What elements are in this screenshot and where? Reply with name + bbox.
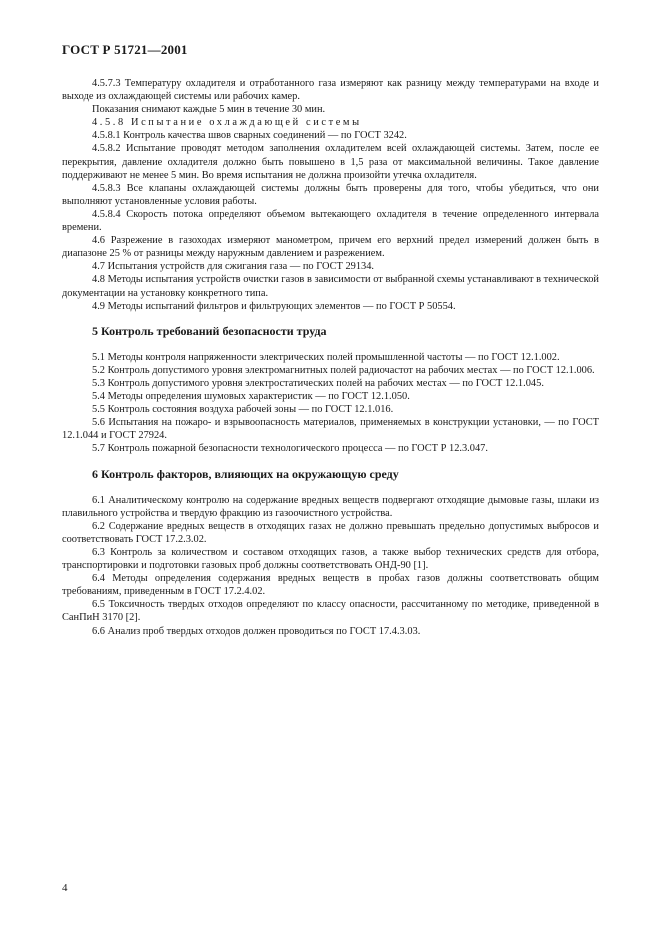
paragraph-4-7: 4.7 Испытания устройств для сжигания газа — по ГОСТ 29134. [92,261,375,273]
paragraph-4-5-8-2: 4.5.8.2 Испытание проводят методом заполнения охладителем всей охлаждающей системы. Затем, после ее перекрытия, давление охладителя должно быть повышено в 1,5 раза от максимальной величины. Такое давление поддерживают не менее 5 мин. Во время испытания не должна произойти утечка охладителя. [62,143,599,181]
paragraph-4-6: 4.6 Разрежение в газоходах измеряют манометром, причем его верхний предел измерений должен быть в диапазоне 25 % от разницы между наружным давлением и разрежением. [62,235,599,260]
paragraph-4-9: 4.9 Методы испытаний фильтров и фильтрующих элементов — по ГОСТ Р 50554. [92,300,456,312]
paragraph-5-5: 5.5 Контроль состояния воздуха рабочей зоны — по ГОСТ 12.1.016. [92,404,394,416]
paragraph-5-4: 5.4 Методы определения шумовых характеристик — по ГОСТ 12.1.050. [92,391,410,403]
paragraph-6-5: 6.5 Токсичность твердых отходов определяют по классу опасности, рассчитанному по методике, приведенной в СанПиН 3170 [2]. [62,599,599,624]
section-6-heading: 6 Контроль факторов, влияющих на окружающую среду [92,466,399,481]
paragraph-5-3: 5.3 Контроль допустимого уровня электростатических полей на рабочих местах — по ГОСТ 12.1.045. [92,377,544,389]
paragraph-6-6: 6.6 Анализ проб твердых отходов должен проводиться по ГОСТ 17.4.3.03. [92,625,421,637]
document-header: ГОСТ Р 51721—2001 [62,42,188,57]
paragraph-4-5-8-1: 4.5.8.1 Контроль качества швов сварных соединений — по ГОСТ 3242. [92,130,407,142]
paragraph-4-5-8-3: 4.5.8.3 Все клапаны охлаждающей системы должны быть проверены для того, чтобы убедиться, что они выполняют установленные условия работы. [62,182,599,207]
paragraph-6-4: 6.4 Методы определения содержания вредных веществ в пробах газов должны соответствовать общим требованиям, приведенным в ГОСТ 17.2.4.02. [62,573,599,598]
page-content [62,77,599,638]
subheading-4-5-8: 4.5.8 Испытание охлаждающей системы [92,117,362,129]
paragraph-5-1: 5.1 Методы контроля напряженности электрических полей промышленной частоты — по ГОСТ 12.1.002. [92,351,560,363]
paragraph-4-5-8-4: 4.5.8.4 Скорость потока определяют объемом вытекающего охладителя в течение определенного интервала времени. [62,208,599,234]
paragraph-5-7: 5.7 Контроль пожарной безопасности технологического процесса — по ГОСТ Р 12.3.047. [92,443,488,455]
section-5-heading: 5 Контроль требований безопасности труда [92,323,327,338]
paragraph-4-5-7-3: 4.5.7.3 Температуру охладителя и отработанного газа измеряют как разницу между температурами на входе и выходе из охлаждающей системы или рабочих камер. [62,78,599,103]
page-number: 4 [62,882,68,894]
paragraph-6-3: 6.3 Контроль за количеством и составом отходящих газов, а также выбор технических средств для отбора, транспортировки и подготовки газовых проб должны соответствовать ОНД-90 [1]. [62,547,599,572]
paragraph-readings: Показания снимают каждые 5 мин в течение 30 мин. [92,104,326,116]
paragraph-6-1: 6.1 Аналитическому контролю на содержание вредных веществ подвергают отходящие дымовые газы, шлаки из плавильного устройства и твердую фракцию из газоочистного устройства. [62,494,599,519]
paragraph-6-2: 6.2 Содержание вредных веществ в отходящих газах не должно превышать предельно допустимых выбросов и соответствовать ГОСТ 17.2.3.02. [62,520,599,545]
paragraph-4-8: 4.8 Методы испытания устройств очистки газов в зависимости от выбранной схемы устанавливают в технической документации на установку конкретного типа. [62,274,599,299]
paragraph-5-6: 5.6 Испытания на пожаро- и взрывоопасность материалов, применяемых в конструкции установки, — по ГОСТ 12.1.044 и ГОСТ 27924. [62,417,599,442]
paragraph-5-2: 5.2 Контроль допустимого уровня электромагнитных полей радиочастот на рабочих местах — по ГОСТ 12.1.006. [92,364,595,376]
